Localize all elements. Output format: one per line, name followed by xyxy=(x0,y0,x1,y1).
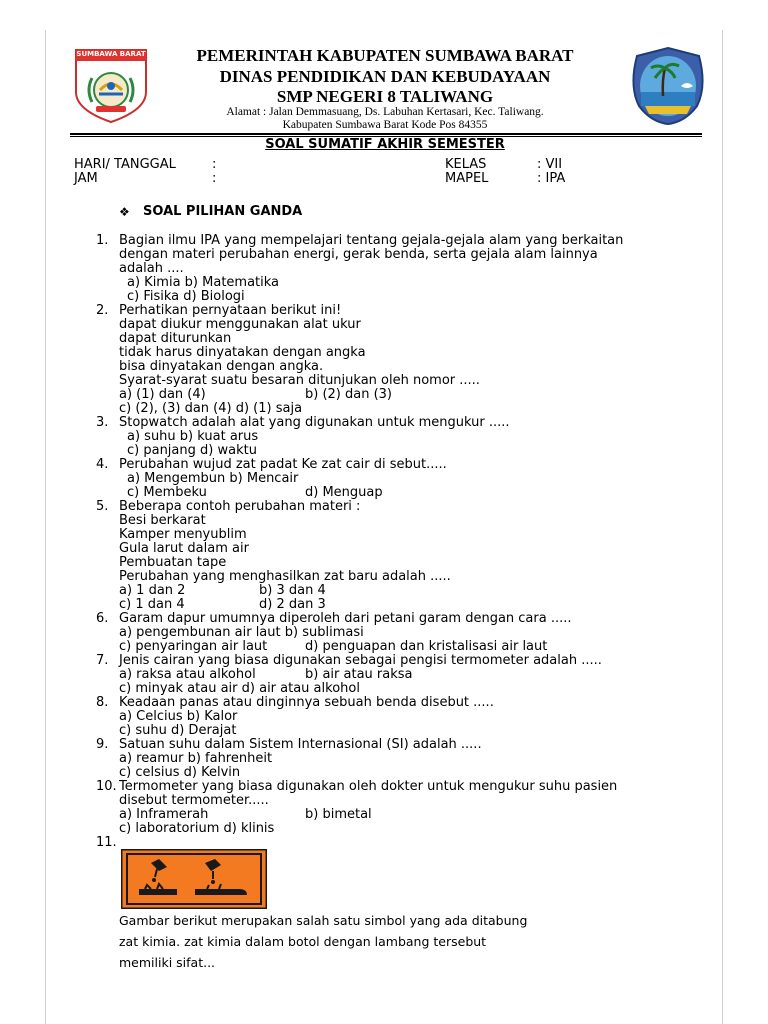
section-title: SOAL PILIHAN GANDA xyxy=(143,204,303,219)
header-department: DINAS PENDIDIKAN DAN KEBUDAYAAN xyxy=(219,67,551,86)
question-text-line: c) laboratorium d) klinis xyxy=(119,821,275,836)
question-number: 7. xyxy=(96,653,109,668)
question-text-line: dengan materi perubahan energi, gerak benda, serta gejala alam lainnya xyxy=(119,247,598,262)
q6-option-d: d) penguapan dan kristalisasi air laut xyxy=(305,639,548,654)
question-text-line: c) Membeku xyxy=(127,485,207,500)
question-number: 9. xyxy=(96,737,109,752)
question-text-line: a) Inframerah xyxy=(119,807,209,822)
question-text-line: tidak harus dinyatakan dengan angka xyxy=(119,345,366,360)
q2-option-b: b) (2) dan (3) xyxy=(305,387,393,402)
question-number: 3. xyxy=(96,415,109,430)
q11-caption-line2: zat kimia. zat kimia dalam botol dengan lambang tersebut xyxy=(119,934,487,949)
q11-caption-line1: Gambar berikut merupakan salah satu simbol yang ada ditabung xyxy=(119,913,528,928)
question-text-line: c) minyak atau air d) air atau alkohol xyxy=(119,681,360,696)
question-text-line: a) Kimia b) Matematika xyxy=(127,275,280,290)
question-number: 6. xyxy=(96,611,109,626)
diamond-bullet-icon: ❖ xyxy=(119,205,130,219)
q6-stem: Garam dapur umumnya diperoleh dari petani garam dengan cara ..... xyxy=(119,611,572,626)
question-text-line: a) reamur b) fahrenheit xyxy=(119,751,273,766)
kelas-value: : VII xyxy=(537,157,563,172)
q5-option-d: d) 2 dan 3 xyxy=(259,597,326,612)
header-school-name: SMP NEGERI 8 TALIWANG xyxy=(276,87,494,106)
question-number: 10. xyxy=(96,779,117,794)
hari-tanggal-label: HARI/ TANGGAL xyxy=(74,157,176,172)
jam-label: JAM xyxy=(74,171,98,186)
question-number: 8. xyxy=(96,695,109,710)
q5-stem: Beberapa contoh perubahan materi : xyxy=(119,499,361,514)
question-text-line: a) Celcius b) Kalor xyxy=(119,709,238,724)
q5-option-b: b) 3 dan 4 xyxy=(259,583,326,598)
corrosive-hazard-icon xyxy=(121,849,267,909)
q7-stem: Jenis cairan yang biasa digunakan sebagai pengisi termometer adalah ..... xyxy=(119,653,602,668)
q8-stem: Keadaan panas atau dinginnya sebuah benda disebut ..... xyxy=(119,695,494,710)
question-text-line: Besi berkarat xyxy=(119,513,206,528)
mapel-label: MAPEL xyxy=(445,171,489,186)
question-text-line: c) suhu d) Derajat xyxy=(119,723,237,738)
q10-stem: Termometer yang biasa digunakan oleh dokter untuk mengukur suhu pasien xyxy=(119,779,618,794)
question-text-line: c) (2), (3) dan (4) d) (1) saja xyxy=(119,401,303,416)
mapel-value: : IPA xyxy=(537,171,566,186)
school-logo xyxy=(627,46,709,126)
q3-stem: Stopwatch adalah alat yang digunakan untuk mengukur ..... xyxy=(119,415,510,430)
sumbawa-barat-logo xyxy=(72,48,150,124)
question-number: 2. xyxy=(96,303,109,318)
q4-option-d: d) Menguap xyxy=(305,485,383,500)
q9-stem: Satuan suhu dalam Sistem Internasional (SI) adalah ..... xyxy=(119,737,482,752)
question-text-line: adalah .... xyxy=(119,261,184,276)
question-text-line: c) 1 dan 4 xyxy=(119,597,185,612)
exam-title: SOAL SUMATIF AKHIR SEMESTER xyxy=(265,137,505,152)
q11-caption-line3: memiliki sifat... xyxy=(119,955,216,970)
header-divider-thick xyxy=(70,133,702,135)
page-border-left xyxy=(45,30,46,1024)
hari-tanggal-colon: : xyxy=(212,157,217,172)
header-government: PEMERINTAH KABUPATEN SUMBAWA BARAT xyxy=(196,46,574,65)
question-text-line: a) suhu b) kuat arus xyxy=(127,429,259,444)
question-text-line: a) Mengembun b) Mencair xyxy=(127,471,299,486)
q10-option-b: b) bimetal xyxy=(305,807,372,822)
question-text-line: c) penyaringan air laut xyxy=(119,639,268,654)
question-text-line: Bagian ilmu IPA yang mempelajari tentang gejala-gejala alam yang berkaitan xyxy=(119,233,624,248)
question-text-line: a) pengembunan air laut b) sublimasi xyxy=(119,625,364,640)
header-address-postcode: Kabupaten Sumbawa Barat Kode Pos 84355 xyxy=(282,119,488,131)
question-text-line: dapat diturunkan xyxy=(119,331,232,346)
question-text-line: c) panjang d) waktu xyxy=(127,443,257,458)
question-text-line: dapat diukur menggunakan alat ukur xyxy=(119,317,361,332)
question-text-line: a) (1) dan (4) xyxy=(119,387,206,402)
question-text-line: Syarat-syarat suatu besaran ditunjukan oleh nomor ..... xyxy=(119,373,480,388)
question-text-line: c) celsius d) Kelvin xyxy=(119,765,241,780)
question-text-line: Pembuatan tape xyxy=(119,555,227,570)
page-border-right xyxy=(722,30,723,1024)
header-address: Alamat : Jalan Demmasuang, Ds. Labuhan Kertasari, Kec. Taliwang. xyxy=(226,106,544,118)
question-text-line: a) raksa atau alkohol xyxy=(119,667,256,682)
logo-banner-text: SUMBAWA BARAT xyxy=(76,50,146,58)
question-number: 11. xyxy=(96,835,117,850)
question-number: 5. xyxy=(96,499,109,514)
q2-stem: Perhatikan pernyataan berikut ini! xyxy=(119,303,342,318)
question-number: 1. xyxy=(96,233,109,248)
question-text-line: Perubahan yang menghasilkan zat baru adalah ..... xyxy=(119,569,451,584)
q4-stem: Perubahan wujud zat padat Ke zat cair di sebut..... xyxy=(119,457,447,472)
question-text-line: bisa dinyatakan dengan angka. xyxy=(119,359,324,374)
kelas-label: KELAS xyxy=(445,157,487,172)
question-text-line: a) 1 dan 2 xyxy=(119,583,186,598)
question-text-line: c) Fisika d) Biologi xyxy=(127,289,245,304)
q7-option-b: b) air atau raksa xyxy=(305,667,413,682)
question-text-line: Kamper menyublim xyxy=(119,527,247,542)
question-text-line: disebut termometer..... xyxy=(119,793,269,808)
jam-colon: : xyxy=(212,171,217,186)
question-number: 4. xyxy=(96,457,109,472)
question-text-line: Gula larut dalam air xyxy=(119,541,249,556)
